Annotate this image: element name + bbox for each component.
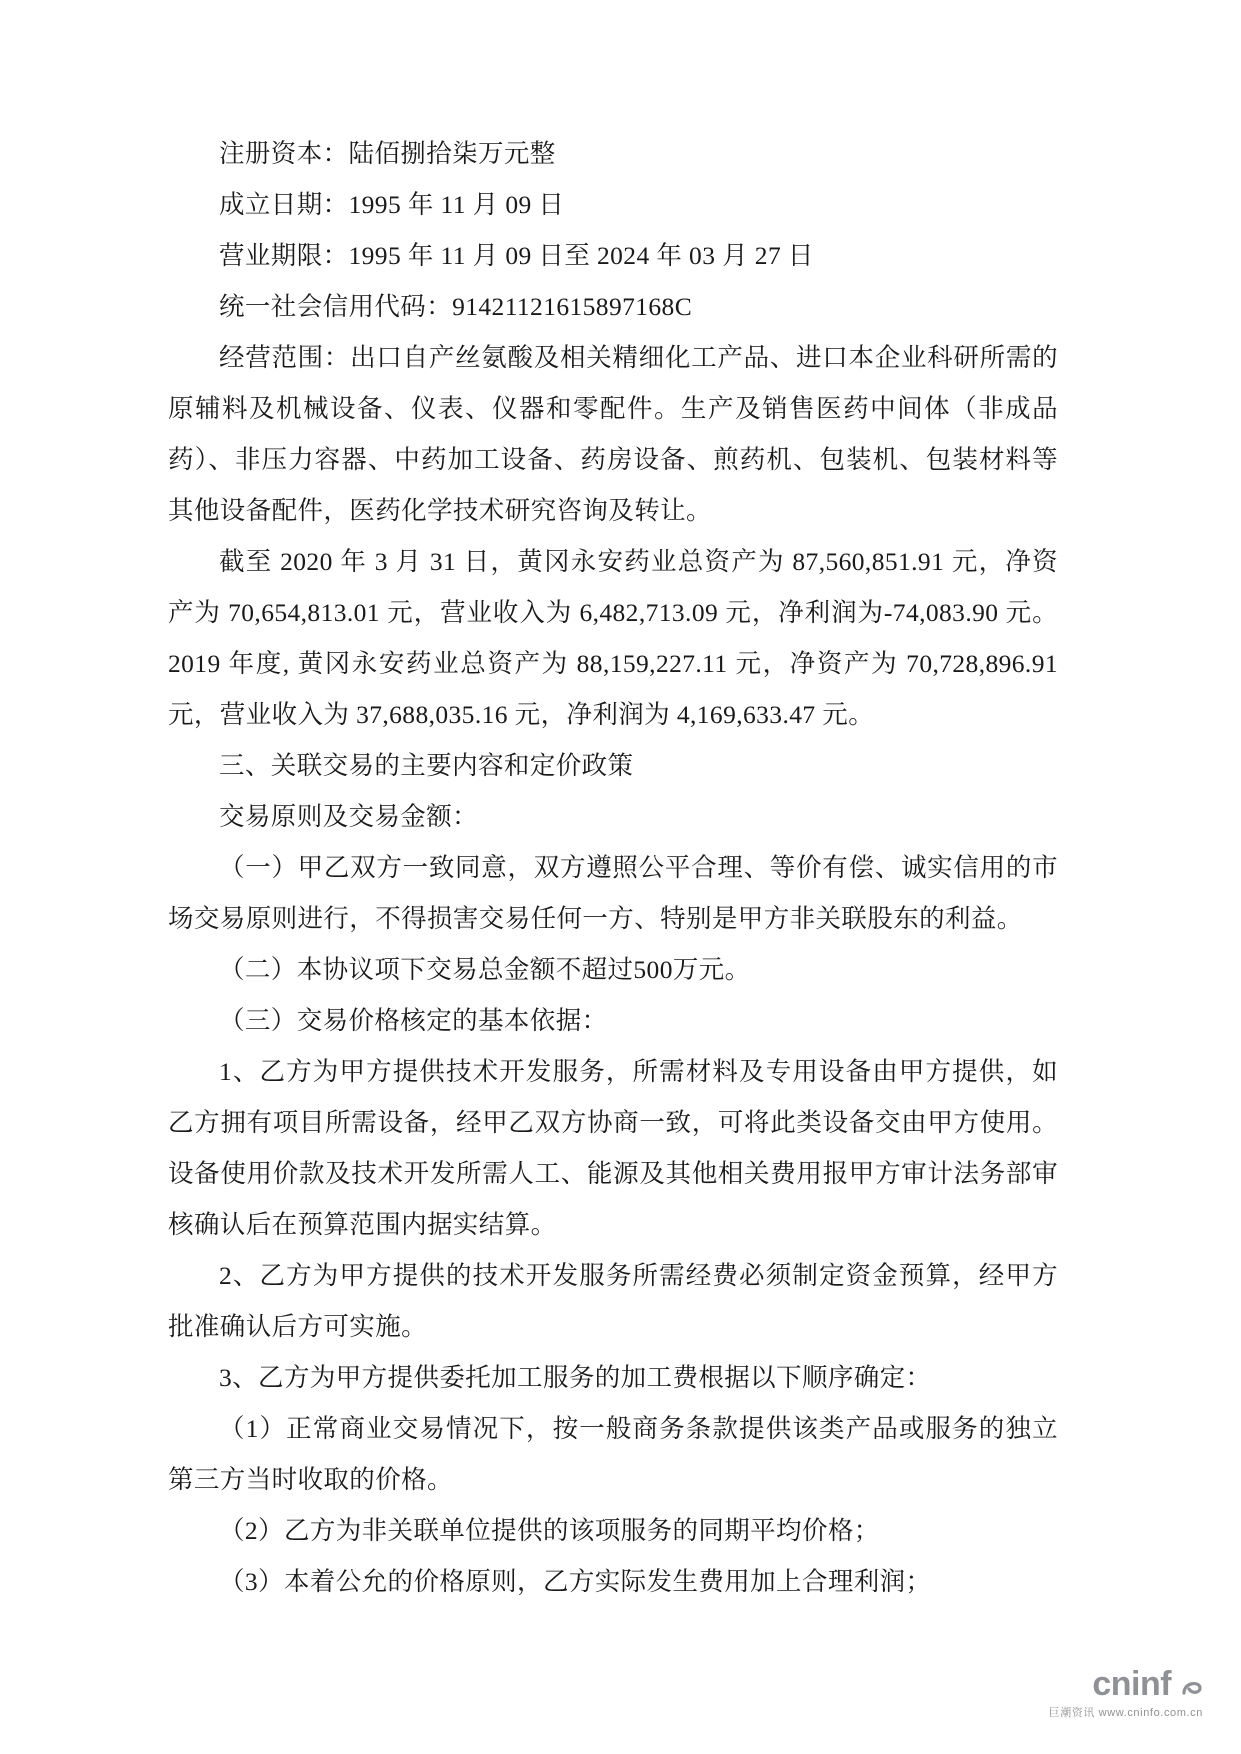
paragraph-clause-1: （一）甲乙双方一致同意，双方遵照公平合理、等价有偿、诚实信用的市场交易原则进行，不得损害交易任何一方、特别是甲方非关联股东的利益。 bbox=[168, 853, 1058, 933]
paragraph-item-3-2: （2）乙方为非关联单位提供的该项服务的同期平均价格； bbox=[219, 1516, 880, 1545]
paragraph-business-scope: 经营范围：出口自产丝氨酸及相关精细化工产品、进口本企业科研所需的原辅料及机械设备、仪表、仪器和零配件。生产及销售医药中间体（非成品药）、非压力容器、中药加工设备、药房设备、煎药机、包装机、包装材料等其他设备配件，医药化学技术研究咨询及转让。 bbox=[168, 343, 1058, 525]
paragraph-item-3-1: （1）正常商业交易情况下，按一般商务条款提供该类产品或服务的独立第三方当时收取的价格。 bbox=[168, 1414, 1058, 1494]
paragraph-transaction-principle-title: 交易原则及交易金额： bbox=[219, 802, 479, 831]
paragraph-clause-3: （三）交易价格核定的基本依据： bbox=[219, 1006, 608, 1035]
heading-section-three: 三、关联交易的主要内容和定价政策 bbox=[219, 751, 634, 780]
watermark-logo-text: cninf bbox=[1092, 1665, 1172, 1703]
paragraph-registered-capital: 注册资本：陆佰捌拾柒万元整 bbox=[219, 139, 556, 168]
paragraph-clause-2: （二）本协议项下交易总金额不超过500万元。 bbox=[219, 955, 751, 984]
watermark-subtext: 巨潮资讯 www.cninfo.com.cn bbox=[1048, 1707, 1203, 1719]
paragraph-item-3: 3、乙方为甲方提供委托加工服务的加工费根据以下顺序确定： bbox=[219, 1363, 932, 1392]
paragraph-item-2: 2、乙方为甲方提供的技术开发服务所需经费必须制定资金预算，经甲方批准确认后方可实施。 bbox=[168, 1261, 1058, 1341]
paragraph-establish-date: 成立日期：1995 年 11 月 09 日 bbox=[219, 190, 565, 219]
document-body bbox=[168, 128, 1058, 1607]
watermark-logo bbox=[1092, 1667, 1203, 1701]
swoosh-icon bbox=[1181, 1669, 1203, 1691]
paragraph-business-term: 营业期限：1995 年 11 月 09 日至 2024 年 03 月 27 日 bbox=[219, 241, 814, 270]
paragraph-item-1: 1、乙方为甲方提供技术开发服务，所需材料及专用设备由甲方提供，如乙方拥有项目所需设备，经甲乙双方协商一致，可将此类设备交由甲方使用。设备使用价款及技术开发所需人工、能源及其他相关费用报甲方审计法务部审核确认后在预算范围内据实结算。 bbox=[168, 1057, 1058, 1239]
paragraph-item-3-3: （3）本着公允的价格原则，乙方实际发生费用加上合理利润； bbox=[219, 1567, 932, 1596]
watermark bbox=[1049, 1667, 1203, 1720]
paragraph-credit-code: 统一社会信用代码：91421121615897168C bbox=[219, 292, 693, 321]
paragraph-financial-summary: 截至 2020 年 3 月 31 日，黄冈永安药业总资产为 87,560,851.91 元，净资产为 70,654,813.01 元，营业收入为 6,482,713.09 元，净利润为-74,083.90 元。2019 年度, 黄冈永安药业总资产为 88,159,227.11 元，净资产为 70,728,896.91 元，营业收入为 37,688,035.16 元，净利润为 4,169,633.47 元。 bbox=[168, 547, 1058, 729]
